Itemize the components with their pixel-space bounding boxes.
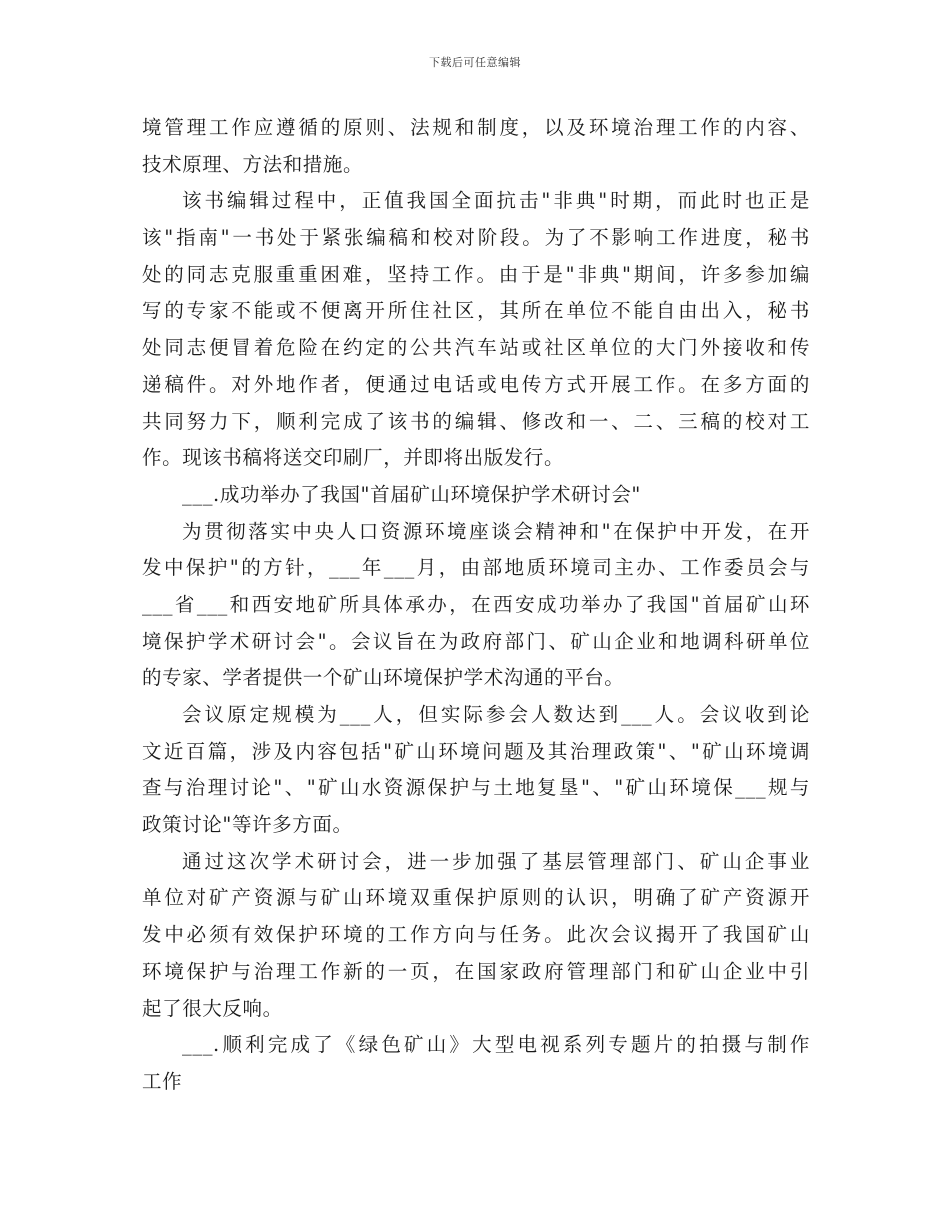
text-line: 查与治理讨论"、"矿山水资源保护与土地复垦"、"矿山环境保___规与 — [142, 776, 810, 800]
text-line: 文近百篇，涉及内容包括"矿山环境问题及其治理政策"、"矿山环境调 — [142, 739, 810, 763]
text-line: 境保护学术研讨会"。会议旨在为政府部门、矿山企业和地调科研单位 — [142, 629, 810, 653]
text-line: 的专家、学者提供一个矿山环境保护学术沟通的平台。 — [142, 666, 625, 690]
text-line: 为贯彻落实中央人口资源环境座谈会精神和"在保护中开发，在开 — [182, 519, 810, 543]
text-line: ___省___和西安地矿所具体承办，在西安成功举办了我国"首届矿山环 — [142, 592, 810, 616]
text-line: 境管理工作应遵循的原则、法规和制度，以及环境治理工作的内容、 — [142, 116, 810, 139]
text-line: 发中保护"的方针，___年___月，由部地质环境司主办、工作委员会与 — [142, 556, 810, 580]
text-line: 递稿件。对外地作者，便通过电话或电传方式开展工作。在多方面的 — [142, 372, 810, 396]
text-line: 环境保护与治理工作新的一页，在国家政府管理部门和矿山企业中引 — [142, 959, 810, 983]
text-line: 通过这次学术研讨会，进一步加强了基层管理部门、矿山企事业 — [182, 849, 810, 873]
text-line: 处同志便冒着危险在约定的公共汽车站或社区单位的大门外接收和传 — [142, 336, 810, 360]
text-line: 政策讨论"等许多方面。 — [142, 813, 353, 837]
text-line: 起了很大反响。 — [142, 996, 283, 1020]
text-line: 作。现该书稿将送交印刷厂，并即将出版发行。 — [142, 446, 565, 470]
text-line: 写的专家不能或不便离开所住社区，其所在单位不能自由出入，秘书 — [142, 299, 810, 323]
text-line: 该书编辑过程中，正值我国全面抗击"非典"时期，而此时也正是 — [182, 189, 810, 213]
text-line: 发中必须有效保护环境的工作方向与任务。此次会议揭开了我国矿山 — [142, 923, 810, 947]
text-line: 单位对矿产资源与矿山环境双重保护原则的认识，明确了矿产资源开 — [142, 886, 810, 910]
text-line: 共同努力下，顺利完成了该书的编辑、修改和一、二、三稿的校对工 — [142, 409, 810, 433]
text-line: 技术原理、方法和措施。 — [142, 152, 364, 176]
section-heading: ___.成功举办了我国"首届矿山环境保护学术研讨会" — [182, 482, 641, 506]
page-header: 下载后可任意编辑 — [429, 56, 521, 69]
section-heading: ___.顺利完成了《绿色矿山》大型电视系列专题片的拍摄与制作 — [182, 1033, 810, 1057]
text-line: 会议原定规模为___人，但实际参会人数达到___人。会议收到论 — [182, 703, 810, 726]
text-line: 工作 — [142, 1069, 183, 1093]
text-line: 该"指南"一书处于紧张编稿和校对阶段。为了不影响工作进度，秘书 — [142, 226, 810, 250]
text-line: 处的同志克服重重困难，坚持工作。由于是"非典"期间，许多参加编 — [142, 262, 810, 286]
document-body — [142, 110, 810, 1101]
